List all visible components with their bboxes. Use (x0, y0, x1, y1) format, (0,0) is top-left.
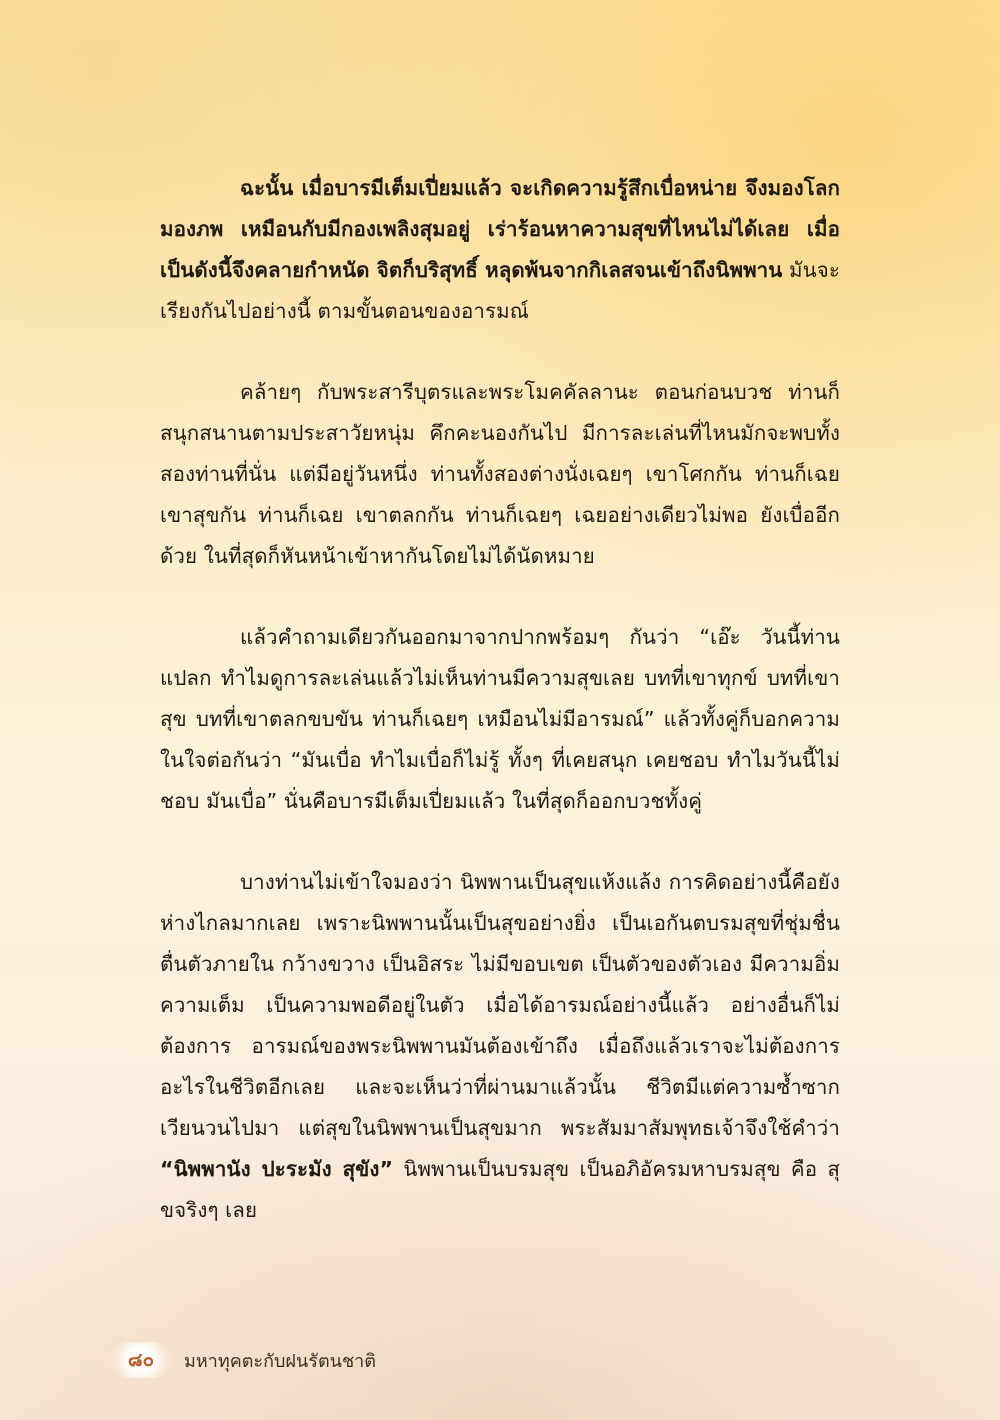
paragraph-1 (160, 168, 840, 332)
page-body (160, 168, 840, 1271)
paragraph-4-before: บางท่านไม่เข้าใจมองว่า นิพพานเป็นสุขแห้งแล้ง การคิดอย่างนี้คือยังห่างไกลมากเลย เพราะนิพพานนั้นเป็นสุขอย่างยิ่ง เป็นเอกันตบรมสุขที่ชุ่มชื่น ตื่นตัวภายใน กว้างขวาง เป็นอิสระ ไม่มีขอบเขต เป็นตัวของตัวเอง มีความอิ่ม ความเต็ม เป็นความพอดีอยู่ในตัว เมื่อได้อารมณ์อย่างนี้แล้ว อย่างอื่นก็ไม่ต้องการ อารมณ์ของพระนิพพานมันต้องเข้าถึง เมื่อถึงแล้วเราจะไม่ต้องการอะไรในชีวิตอีกเลย และจะเห็นว่าที่ผ่านมาแล้วนั้น ชีวิตมีแต่ความซ้ำซาก เวียนวนไปมา แต่สุขในนิพพานเป็นสุขมาก พระสัมมาสัมพุทธเจ้าจึงใช้คำว่า (160, 870, 840, 1140)
paragraph-4 (160, 862, 840, 1231)
paragraph-2: คล้ายๆ กับพระสารีบุตรและพระโมคคัลลานะ ตอนก่อนบวช ท่านก็สนุกสนานตามประสาวัยหนุ่ม คึกคะนองกันไป มีการละเล่นที่ไหนมักจะพบทั้งสองท่านที่นั่น แต่มีอยู่วันหนึ่ง ท่านทั้งสองต่างนั่งเฉยๆ เขาโศกกัน ท่านก็เฉย เขาสุขกัน ท่านก็เฉย เขาตลกกัน ท่านก็เฉยๆ เฉยอย่างเดียวไม่พอ ยังเบื่ออีกด้วย ในที่สุดก็หันหน้าเข้าหากันโดยไม่ได้นัดหมาย (160, 380, 840, 568)
paragraph-1-rest: มันจะเรียงกันไปอย่างนี้ ตามขั้นตอนของอารมณ์ (160, 258, 840, 323)
paragraph-3: แล้วคำถามเดียวกันออกมาจากปากพร้อมๆ กันว่า “เอ๊ะ วันนี้ท่านแปลก ทำไมดูการละเล่นแล้วไม่เห็นท่านมีความสุขเลย บทที่เขาทุกข์ บทที่เขาสุข บทที่เขาตลกขบขัน ท่านก็เฉยๆ เหมือนไม่มีอารมณ์” แล้วทั้งคู่ก็บอกความในใจต่อกันว่า “มันเบื่อ ทำไมเบื่อก็ไม่รู้ ทั้งๆ ที่เคยสนุก เคยชอบ ทำไมวันนี้ไม่ชอบ มันเบื่อ” นั่นคือบารมีเต็มเปี่ยมแล้ว ในที่สุดก็ออกบวชทั้งคู่ (160, 625, 840, 813)
paragraph-4-after: นิพพานเป็นบรมสุข เป็นอภิอัครมหาบรมสุข คือ สุขจริงๆ เลย (160, 1157, 840, 1222)
paragraph-1-bold: ฉะนั้น เมื่อบารมีเต็มเปี่ยมแล้ว จะเกิดความรู้สึกเบื่อหน่าย จึงมองโลก มองภพ เหมือนกับมีกองเพลิงสุมอยู่ เร่าร้อนหาความสุขที่ไหนไม่ได้เลย เมื่อเป็นดังนี้จึงคลายกำหนัด จิตก็บริสุทธิ์ หลุดพ้นจากกิเลสจนเข้าถึงนิพพาน (160, 176, 840, 282)
page-number: ๘๐ (110, 1342, 172, 1378)
book-title: มหาทุคตะกับฝนรัตนชาติ (184, 1350, 376, 1372)
paragraph-4-quote: “นิพพานัง ปะระมัง สุขัง” (160, 1157, 394, 1181)
page-footer (110, 1342, 376, 1378)
